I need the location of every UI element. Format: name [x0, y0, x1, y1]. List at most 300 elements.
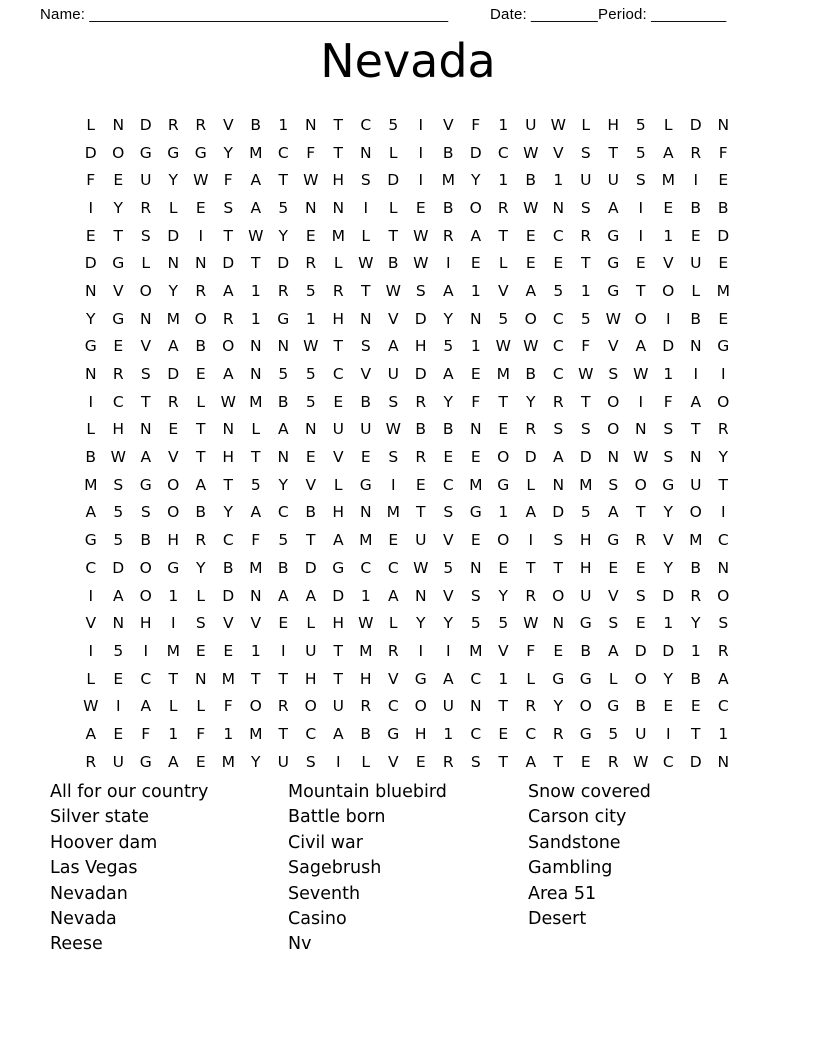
grid-letter: C — [140, 669, 152, 688]
grid-letter: E — [470, 448, 481, 467]
grid-letter: G — [607, 697, 620, 716]
grid-letter: W — [633, 752, 649, 771]
grid-letter: W — [578, 365, 594, 384]
grid-letter: R — [112, 365, 124, 384]
grid-letter: V — [607, 337, 619, 356]
grid-letter: C — [552, 309, 564, 328]
grid-letter: T — [553, 558, 563, 577]
grid-letter: V — [497, 641, 509, 660]
grid-letter: L — [663, 115, 673, 134]
grid-letter: U — [332, 697, 344, 716]
grid-letter: B — [442, 143, 454, 162]
grid-letter: D — [139, 115, 152, 134]
word-list-item: Desert — [528, 909, 587, 930]
grid-letter: A — [332, 724, 344, 743]
grid-letter: N — [84, 365, 97, 384]
grid-letter: O — [469, 198, 482, 217]
grid-letter: 1 — [250, 641, 261, 660]
grid-letter: R — [415, 448, 427, 467]
grid-letter: W — [523, 614, 539, 633]
grid-letter: 1 — [663, 365, 674, 384]
grid-letter: C — [717, 531, 729, 550]
grid-letter: T — [306, 531, 316, 550]
grid-letter: Y — [498, 586, 508, 605]
grid-letter: 5 — [305, 365, 316, 384]
grid-letter: R — [277, 281, 289, 300]
grid-letter: A — [167, 752, 179, 771]
word-list-item: Seventh — [288, 883, 361, 904]
word-list-item: Carson city — [528, 807, 627, 828]
grid-letter: A — [222, 365, 234, 384]
grid-letter: I — [638, 226, 644, 245]
grid-letter: E — [525, 226, 536, 245]
grid-letter: F — [223, 171, 233, 190]
grid-letter: N — [359, 309, 372, 328]
grid-letter: O — [579, 697, 592, 716]
grid-letter: Y — [691, 614, 701, 633]
grid-letter: V — [222, 614, 234, 633]
grid-letter: E — [415, 198, 426, 217]
grid-letter: V — [85, 614, 97, 633]
grid-letter: E — [470, 531, 481, 550]
grid-letter: Y — [663, 503, 673, 522]
grid-letter: D — [222, 586, 235, 605]
grid-letter: 5 — [580, 309, 591, 328]
grid-letter: R — [195, 531, 207, 550]
grid-letter: W — [385, 281, 401, 300]
grid-letter: E — [470, 365, 481, 384]
grid-letter: W — [523, 337, 539, 356]
grid-letter: N — [469, 420, 482, 439]
grid-letter: 1 — [690, 641, 701, 660]
grid-letter: I — [528, 531, 534, 550]
grid-letter: N — [222, 420, 235, 439]
grid-letter: O — [607, 420, 620, 439]
grid-letter: O — [139, 586, 152, 605]
grid-letter: E — [498, 558, 509, 577]
grid-letter: D — [332, 586, 345, 605]
grid-letter: O — [304, 697, 317, 716]
grid-letter: G — [662, 475, 675, 494]
grid-letter: C — [387, 558, 399, 577]
grid-letter: N — [277, 337, 290, 356]
grid-letter: O — [634, 669, 647, 688]
grid-letter: A — [222, 281, 234, 300]
grid-letter: C — [222, 531, 234, 550]
grid-letter: U — [305, 641, 317, 660]
grid-letter: M — [221, 669, 235, 688]
grid-letter: U — [580, 586, 592, 605]
grid-letter: T — [608, 143, 618, 162]
grid-letter: H — [332, 309, 345, 328]
grid-letter: E — [663, 198, 674, 217]
grid-letter: I — [418, 115, 424, 134]
grid-letter: O — [634, 475, 647, 494]
grid-letter: 1 — [663, 226, 674, 245]
grid-letter: S — [305, 752, 316, 771]
grid-letter: D — [579, 448, 592, 467]
grid-letter: Y — [416, 614, 426, 633]
grid-letter: L — [333, 475, 343, 494]
grid-letter: V — [387, 752, 399, 771]
grid-letter: 5 — [498, 309, 509, 328]
grid-letter: N — [469, 309, 482, 328]
grid-letter: D — [524, 448, 537, 467]
grid-letter: A — [662, 143, 674, 162]
grid-letter: E — [333, 392, 344, 411]
grid-letter: T — [416, 503, 426, 522]
grid-letter: I — [88, 392, 94, 411]
grid-letter: R — [525, 586, 537, 605]
grid-letter: F — [223, 697, 233, 716]
grid-letter: T — [498, 697, 508, 716]
grid-letter: B — [442, 420, 454, 439]
grid-letter: H — [359, 669, 372, 688]
grid-letter: B — [360, 724, 372, 743]
grid-letter: A — [167, 337, 179, 356]
grid-letter: Y — [471, 171, 481, 190]
grid-letter: 5 — [113, 503, 124, 522]
grid-letter: 5 — [278, 531, 289, 550]
grid-letter: W — [413, 254, 429, 273]
grid-letter: S — [415, 281, 426, 300]
grid-letter: I — [693, 171, 699, 190]
grid-letter: 1 — [470, 337, 481, 356]
grid-letter: T — [278, 171, 288, 190]
puzzle-title: Nevada — [320, 34, 496, 88]
grid-letter: N — [717, 752, 730, 771]
grid-letter: Y — [718, 448, 728, 467]
grid-letter: F — [663, 392, 673, 411]
grid-letter: W — [248, 226, 264, 245]
grid-letter: W — [413, 226, 429, 245]
grid-letter: 1 — [663, 614, 674, 633]
grid-letter: O — [112, 143, 125, 162]
grid-letter: E — [608, 558, 619, 577]
grid-letter: S — [113, 475, 124, 494]
grid-letter: 5 — [250, 475, 261, 494]
grid-letter: F — [86, 171, 96, 190]
grid-letter: N — [717, 558, 730, 577]
grid-letter: G — [359, 475, 372, 494]
grid-letter: O — [414, 697, 427, 716]
grid-letter: G — [167, 558, 180, 577]
grid-letter: D — [387, 171, 400, 190]
grid-letter: O — [222, 337, 235, 356]
grid-letter: U — [277, 752, 289, 771]
grid-letter: L — [196, 586, 206, 605]
grid-letter: R — [305, 254, 317, 273]
grid-letter: D — [112, 558, 125, 577]
grid-letter: N — [112, 614, 125, 633]
grid-letter: R — [277, 697, 289, 716]
grid-letter: G — [579, 669, 592, 688]
grid-letter: O — [717, 586, 730, 605]
grid-letter: N — [277, 448, 290, 467]
grid-letter: G — [139, 475, 152, 494]
grid-letter: N — [249, 337, 262, 356]
grid-letter: A — [525, 752, 537, 771]
grid-letter: E — [360, 448, 371, 467]
grid-letter: 1 — [443, 724, 454, 743]
grid-letter: W — [495, 337, 511, 356]
grid-letter: S — [553, 420, 564, 439]
grid-letter: G — [194, 143, 207, 162]
grid-letter: I — [88, 641, 94, 660]
grid-letter: U — [140, 171, 152, 190]
grid-letter: R — [580, 226, 592, 245]
grid-letter: T — [251, 669, 261, 688]
grid-letter: G — [607, 254, 620, 273]
word-list-item: Hoover dam — [50, 832, 158, 853]
grid-letter: W — [358, 614, 374, 633]
grid-letter: C — [112, 392, 124, 411]
grid-letter: N — [359, 503, 372, 522]
grid-letter: B — [580, 641, 592, 660]
grid-letter: D — [167, 365, 180, 384]
grid-letter: O — [552, 586, 565, 605]
grid-letter: I — [198, 226, 204, 245]
grid-letter: A — [85, 503, 97, 522]
grid-letter: W — [633, 365, 649, 384]
grid-letter: 1 — [580, 281, 591, 300]
grid-letter: 5 — [635, 143, 646, 162]
grid-letter: R — [497, 198, 509, 217]
grid-letter: B — [525, 365, 537, 384]
grid-letter: C — [497, 143, 509, 162]
grid-letter: M — [249, 392, 263, 411]
grid-letter: C — [277, 503, 289, 522]
grid-letter: S — [140, 503, 151, 522]
grid-letter: B — [635, 697, 647, 716]
grid-letter: I — [638, 198, 644, 217]
grid-letter: I — [335, 752, 341, 771]
grid-letter: 1 — [498, 115, 509, 134]
grid-letter: W — [303, 171, 319, 190]
grid-letter: A — [140, 697, 152, 716]
grid-letter: E — [663, 697, 674, 716]
grid-letter: F — [196, 724, 206, 743]
grid-letter: C — [387, 697, 399, 716]
grid-letter: B — [195, 503, 207, 522]
grid-letter: R — [360, 697, 372, 716]
grid-letter: N — [469, 558, 482, 577]
grid-letter: L — [168, 697, 178, 716]
grid-letter: 5 — [580, 503, 591, 522]
grid-letter: A — [387, 586, 399, 605]
grid-letter: T — [333, 115, 343, 134]
grid-letter: E — [305, 448, 316, 467]
word-list-item: Snow covered — [528, 782, 651, 802]
grid-letter: E — [498, 724, 509, 743]
grid-letter: A — [442, 365, 454, 384]
grid-letter: U — [360, 420, 372, 439]
grid-letter: U — [690, 254, 702, 273]
grid-letter: Y — [113, 198, 123, 217]
grid-letter: L — [86, 669, 96, 688]
grid-letter: N — [689, 337, 702, 356]
grid-letter: O — [167, 503, 180, 522]
grid-letter: T — [388, 226, 398, 245]
grid-letter: N — [84, 281, 97, 300]
grid-letter: 1 — [223, 724, 234, 743]
word-list-item: Gambling — [528, 858, 613, 879]
grid-letter: B — [195, 337, 207, 356]
grid-letter: S — [140, 365, 151, 384]
grid-letter: A — [140, 448, 152, 467]
grid-letter: W — [303, 337, 319, 356]
grid-letter: G — [167, 143, 180, 162]
grid-letter: R — [332, 281, 344, 300]
grid-letter: M — [249, 143, 263, 162]
grid-letter: R — [717, 420, 729, 439]
grid-letter: A — [305, 586, 317, 605]
grid-letter: V — [112, 281, 124, 300]
grid-letter: N — [112, 115, 125, 134]
grid-letter: N — [552, 614, 565, 633]
grid-letter: E — [498, 420, 509, 439]
grid-letter: T — [691, 420, 701, 439]
grid-letter: W — [523, 143, 539, 162]
grid-letter: N — [552, 475, 565, 494]
grid-letter: W — [193, 171, 209, 190]
grid-letter: 1 — [305, 309, 316, 328]
grid-letter: I — [720, 365, 726, 384]
grid-letter: S — [360, 337, 371, 356]
grid-letter: R — [607, 752, 619, 771]
grid-letter: R — [717, 641, 729, 660]
grid-letter: M — [469, 641, 483, 660]
grid-letter: G — [414, 669, 427, 688]
grid-letter: F — [526, 641, 536, 660]
grid-letter: 1 — [498, 171, 509, 190]
grid-letter: R — [690, 143, 702, 162]
grid-letter: L — [581, 115, 591, 134]
grid-letter: I — [88, 586, 94, 605]
grid-letter: 5 — [498, 614, 509, 633]
grid-letter: A — [85, 724, 97, 743]
grid-letter: V — [607, 586, 619, 605]
grid-letter: T — [333, 641, 343, 660]
grid-letter: C — [717, 697, 729, 716]
grid-letter: R — [222, 309, 234, 328]
grid-letter: C — [360, 115, 372, 134]
grid-letter: D — [414, 365, 427, 384]
grid-letter: T — [581, 392, 591, 411]
grid-letter: G — [332, 558, 345, 577]
grid-letter: Y — [443, 614, 453, 633]
grid-letter: T — [498, 752, 508, 771]
grid-letter: L — [168, 198, 178, 217]
grid-letter: U — [415, 531, 427, 550]
grid-letter: E — [690, 226, 701, 245]
grid-letter: I — [390, 475, 396, 494]
grid-letter: H — [167, 531, 180, 550]
grid-letter: 5 — [635, 115, 646, 134]
grid-letter: T — [526, 558, 536, 577]
grid-letter: I — [665, 724, 671, 743]
grid-letter: T — [196, 420, 206, 439]
grid-letter: H — [579, 531, 592, 550]
grid-letter: M — [469, 475, 483, 494]
grid-letter: W — [385, 420, 401, 439]
grid-letter: M — [249, 558, 263, 577]
grid-letter: R — [85, 752, 97, 771]
grid-letter: G — [469, 503, 482, 522]
grid-letter: A — [607, 198, 619, 217]
grid-letter: N — [194, 669, 207, 688]
grid-letter: L — [86, 115, 96, 134]
grid-letter: L — [333, 254, 343, 273]
grid-letter: R — [195, 115, 207, 134]
grid-letter: S — [443, 503, 454, 522]
grid-letter: V — [387, 669, 399, 688]
grid-letter: H — [222, 448, 235, 467]
grid-letter: 5 — [305, 392, 316, 411]
word-list-item: All for our country — [50, 782, 209, 802]
grid-letter: V — [222, 115, 234, 134]
grid-letter: O — [167, 475, 180, 494]
grid-letter: L — [306, 614, 316, 633]
grid-letter: W — [110, 448, 126, 467]
grid-letter: A — [717, 669, 729, 688]
grid-letter: 5 — [553, 281, 564, 300]
grid-letter: H — [579, 558, 592, 577]
grid-letter: A — [387, 337, 399, 356]
grid-letter: S — [470, 752, 481, 771]
grid-letter: V — [387, 309, 399, 328]
grid-letter: N — [469, 697, 482, 716]
grid-letter: M — [331, 226, 345, 245]
grid-letter: 5 — [278, 365, 289, 384]
grid-letter: H — [139, 614, 152, 633]
grid-letter: L — [141, 254, 151, 273]
word-list-item: Reese — [50, 934, 103, 955]
grid-letter: Y — [168, 171, 178, 190]
grid-letter: D — [552, 503, 565, 522]
grid-letter: I — [418, 171, 424, 190]
grid-letter: V — [552, 143, 564, 162]
word-list-item: Nevadan — [50, 883, 128, 904]
grid-letter: F — [251, 531, 261, 550]
grid-letter: 5 — [608, 724, 619, 743]
grid-letter: T — [223, 475, 233, 494]
grid-letter: N — [359, 143, 372, 162]
grid-letter: C — [552, 337, 564, 356]
grid-letter: C — [552, 365, 564, 384]
date-blank-line: ________ — [531, 6, 598, 23]
grid-letter: G — [139, 143, 152, 162]
grid-letter: T — [251, 448, 261, 467]
grid-letter: B — [415, 420, 427, 439]
grid-letter: W — [605, 309, 621, 328]
grid-letter: E — [635, 254, 646, 273]
grid-letter: B — [690, 309, 702, 328]
grid-letter: E — [635, 558, 646, 577]
grid-letter: L — [196, 697, 206, 716]
grid-letter: G — [277, 309, 290, 328]
grid-letter: 1 — [498, 669, 509, 688]
grid-letter: T — [113, 226, 123, 245]
grid-letter: N — [634, 420, 647, 439]
name-label: Name: — [40, 6, 86, 23]
grid-letter: W — [220, 392, 236, 411]
grid-letter: A — [250, 198, 262, 217]
name-blank-line: ___________________________________________ — [89, 6, 449, 23]
grid-letter: B — [305, 503, 317, 522]
grid-letter: 5 — [470, 614, 481, 633]
grid-letter: T — [196, 448, 206, 467]
